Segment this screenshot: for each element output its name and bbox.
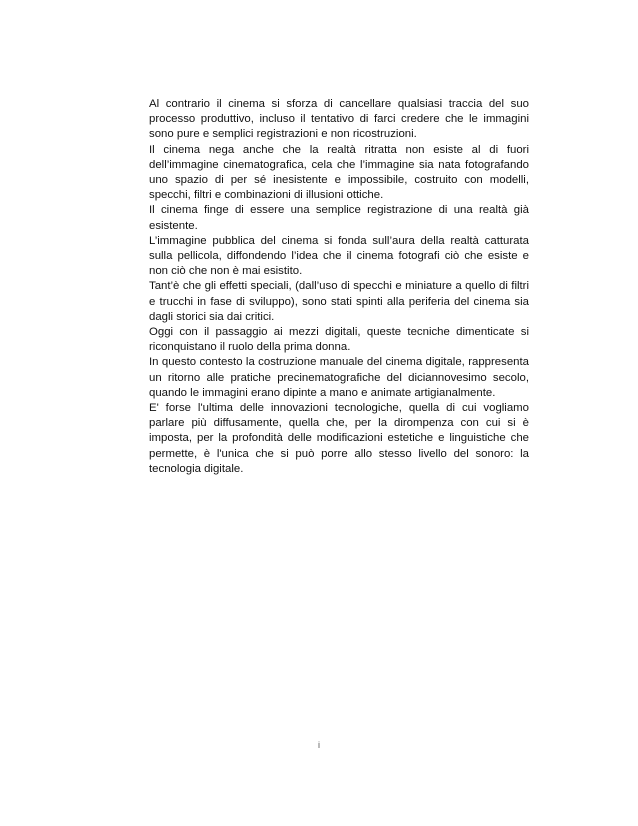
paragraph: Oggi con il passaggio ai mezzi digitali, queste tecniche dimenticate si riconquistano il ruolo della prima donna. [149, 326, 529, 354]
paragraph: L’immagine pubblica del cinema si fonda sull’aura della realtà catturata sulla pellicola, diffondendo l’idea che il cinema fotografi ciò che esiste e non ciò che non è mai esistito. [149, 234, 529, 278]
paragraph: In questo contesto la costruzione manuale del cinema digitale, rappresenta un ritorno alle pratiche precinematografiche del diciannovesimo secolo, quando le immagini erano dipinte a mano e animate artigianalmente. [149, 356, 529, 399]
body-text [149, 97, 529, 477]
paragraph: E' forse l'ultima delle innovazioni tecnologiche, quella di cui vogliamo parlare più diffusamente, quella che, per la dirompenza con cui si è imposta, per la profondità delle modificazioni estetiche e linguistiche che permette, è l'unica che si può porre allo stesso livello del sonoro: la tecnologia digitale. [149, 402, 529, 475]
paragraph: Tant’è che gli effetti speciali, (dall’uso di specchi e miniature a quello di filtri e trucchi in fase di sviluppo), sono stati spinti alla periferia del cinema sia dagli storici sia dai critici. [149, 280, 529, 323]
paragraph: Al contrario il cinema si sforza di cancellare qualsiasi traccia del suo processo produttivo, incluso il tentativo di farci credere che le immagini sono pure e semplici registrazioni e non ricostruzioni. [149, 98, 529, 141]
paragraph: Il cinema nega anche che la realtà ritratta non esiste al di fuori dell’immagine cinematografica, cela che l’immagine sia nata fotografando uno spazio di per sé inesistente e impossibile, costruito con modelli, specchi, filtri e combinazioni di illusioni ottiche. [149, 143, 529, 202]
page-number: i [318, 740, 320, 750]
paragraph: Il cinema finge di essere una semplice registrazione di una realtà già esistente. [149, 204, 529, 232]
